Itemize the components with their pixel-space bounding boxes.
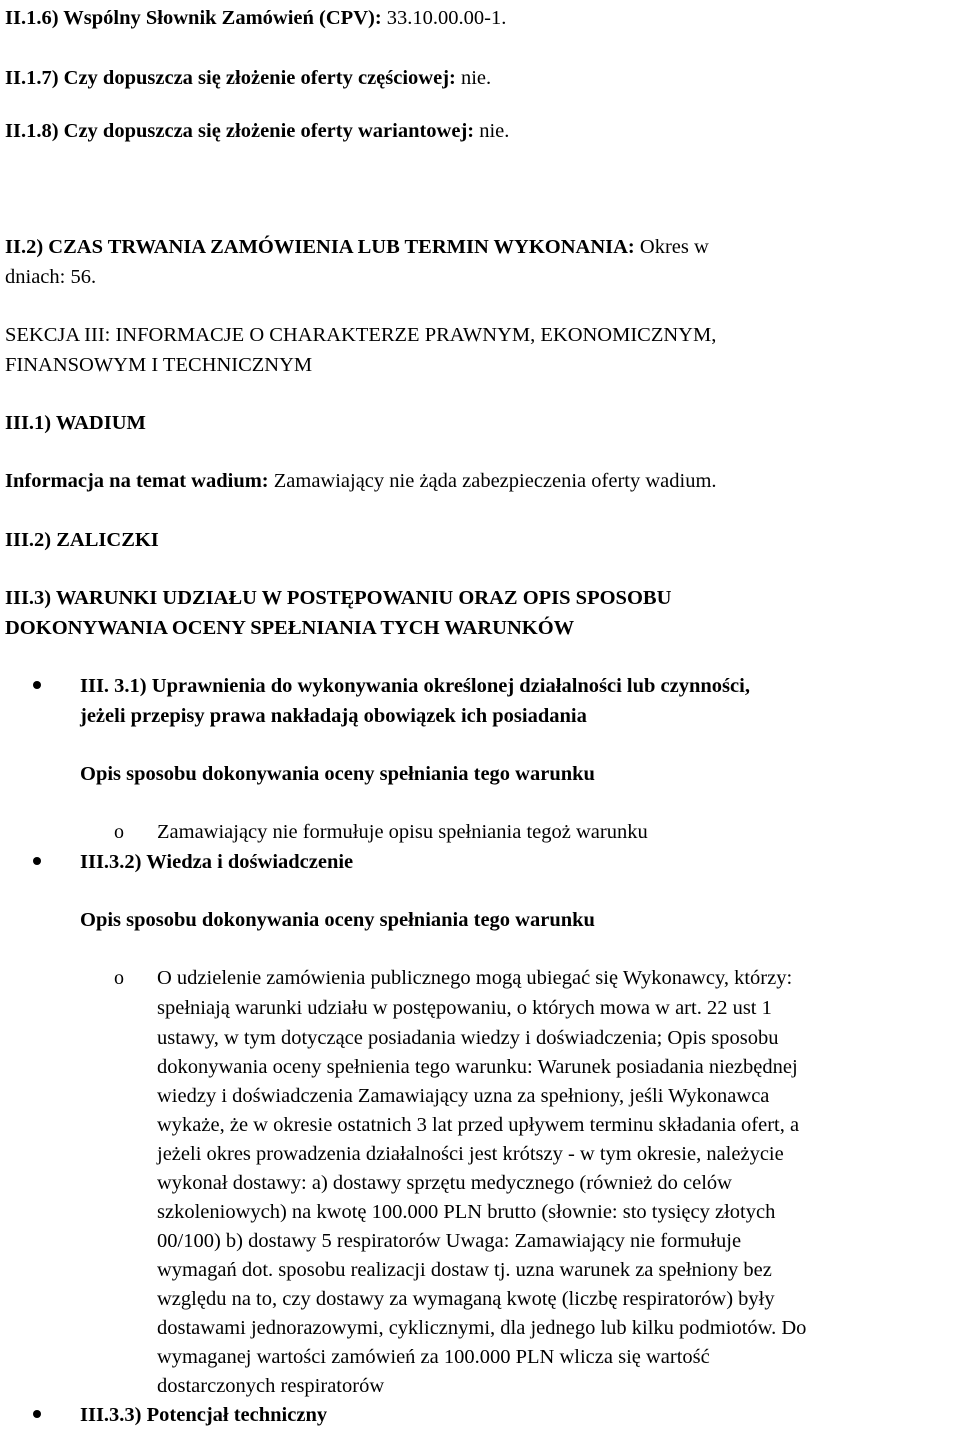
experience-text-line: wymagań dot. sposobu realizacji dostaw tj. uzna warunek za spełniony bez xyxy=(157,1259,772,1281)
permissions-item: III. 3.1) Uprawnienia do wykonywania określonej działalności lub czynności, xyxy=(80,675,750,697)
experience-assessment-heading: Opis sposobu dokonywania oceny spełniania tego warunku xyxy=(80,909,595,931)
experience-item: III.3.2) Wiedza i doświadczenie xyxy=(80,851,354,873)
wadium-info-line xyxy=(5,466,717,496)
partial-offer-label: II.1.7) Czy dopuszcza się złożenie oferty częściowej: xyxy=(5,67,456,89)
experience-text-line: O udzielenie zamówienia publicznego mogą ubiegać się Wykonawcy, którzy: xyxy=(157,967,793,989)
circle-bullet-icon: o xyxy=(114,821,124,843)
wadium-info-label: Informacja na temat wadium: xyxy=(5,470,269,492)
duration-label: II.2) CZAS TRWANIA ZAMÓWIENIA LUB TERMIN WYKONANIA: xyxy=(5,236,635,258)
conditions-heading-2: DOKONYWANIA OCENY SPEŁNIANIA TYCH WARUNKÓW xyxy=(5,617,575,639)
experience-text-line: dostarczonych respiratorów xyxy=(157,1375,385,1397)
technical-potential-item: III.3.3) Potencjał techniczny xyxy=(80,1404,328,1426)
bullet-icon xyxy=(33,857,41,865)
zaliczki-heading: III.2) ZALICZKI xyxy=(5,529,159,551)
duration-line xyxy=(5,232,709,262)
experience-text-line: względu na to, czy dostawy za wymaganą kwotę (liczbę respiratorów) były xyxy=(157,1288,775,1310)
experience-text-line: wymaganej wartości zamówień za 100.000 PLN wlicza się wartość xyxy=(157,1346,710,1368)
experience-text-line: dostawami jednorazowymi, cyklicznymi, dla jednego lub kilku podmiotów. Do xyxy=(157,1317,807,1339)
bullet-icon xyxy=(33,1410,41,1418)
wadium-info-value: Zamawiający nie żąda zabezpieczenia oferty wadium. xyxy=(268,470,717,492)
cpv-line xyxy=(5,3,506,33)
conditions-heading: III.3) WARUNKI UDZIAŁU W POSTĘPOWANIU ORAZ OPIS SPOSOBU xyxy=(5,587,672,609)
experience-text-line: dokonywania oceny spełnienia tego warunku: Warunek posiadania niezbędnej xyxy=(157,1056,798,1078)
variant-offer-label: II.1.8) Czy dopuszcza się złożenie oferty wariantowej: xyxy=(5,120,475,142)
permissions-item-2: jeżeli przepisy prawa nakładają obowiązek ich posiadania xyxy=(80,705,587,727)
duration-line-2: dniach: 56. xyxy=(5,266,97,288)
circle-bullet-icon: o xyxy=(114,967,124,989)
experience-text-line: wiedzy i doświadczenia Zamawiający uzna za spełniony, jeśli Wykonawca xyxy=(157,1085,770,1107)
section-iii-title-2: FINANSOWYM I TECHNICZNYM xyxy=(5,354,313,376)
duration-value: Okres w xyxy=(634,236,709,258)
section-iii-title: SEKCJA III: INFORMACJE O CHARAKTERZE PRAWNYM, EKONOMICZNYM, xyxy=(5,324,717,346)
cpv-value: 33.10.00.00-1. xyxy=(381,7,507,29)
experience-text-line: spełniają warunki udziału w postępowaniu, o których mowa w art. 22 ust 1 xyxy=(157,997,772,1019)
variant-offer-line xyxy=(5,116,509,146)
permissions-assessment-heading: Opis sposobu dokonywania oceny spełniania tego warunku xyxy=(80,763,595,785)
permissions-assessment-text: Zamawiający nie formułuje opisu spełniania tegoż warunku xyxy=(157,821,648,843)
wadium-heading: III.1) WADIUM xyxy=(5,412,146,434)
experience-text-line: wykaże, że w okresie ostatnich 3 lat przed upływem terminu składania ofert, a xyxy=(157,1114,800,1136)
experience-text-line: 00/100) b) dostawy 5 respiratorów Uwaga: Zamawiający nie formułuje xyxy=(157,1230,742,1252)
cpv-label: II.1.6) Wspólny Słownik Zamówień (CPV): xyxy=(5,7,382,29)
variant-offer-value: nie. xyxy=(474,120,510,142)
experience-text-line: jeżeli okres prowadzenia działalności jest krótszy - w tym okresie, należycie xyxy=(157,1143,784,1165)
experience-text-line: ustawy, w tym dotyczące posiadania wiedzy i doświadczenia; Opis sposobu xyxy=(157,1027,779,1049)
experience-text-line: wykonał dostawy: a) dostawy sprzętu medycznego (również do celów xyxy=(157,1172,732,1194)
bullet-icon xyxy=(33,681,41,689)
experience-text-line: szkoleniowych) na kwotę 100.000 PLN brutto (słownie: sto tysięcy złotych xyxy=(157,1201,776,1223)
partial-offer-value: nie. xyxy=(455,67,492,89)
partial-offer-line xyxy=(5,63,491,93)
